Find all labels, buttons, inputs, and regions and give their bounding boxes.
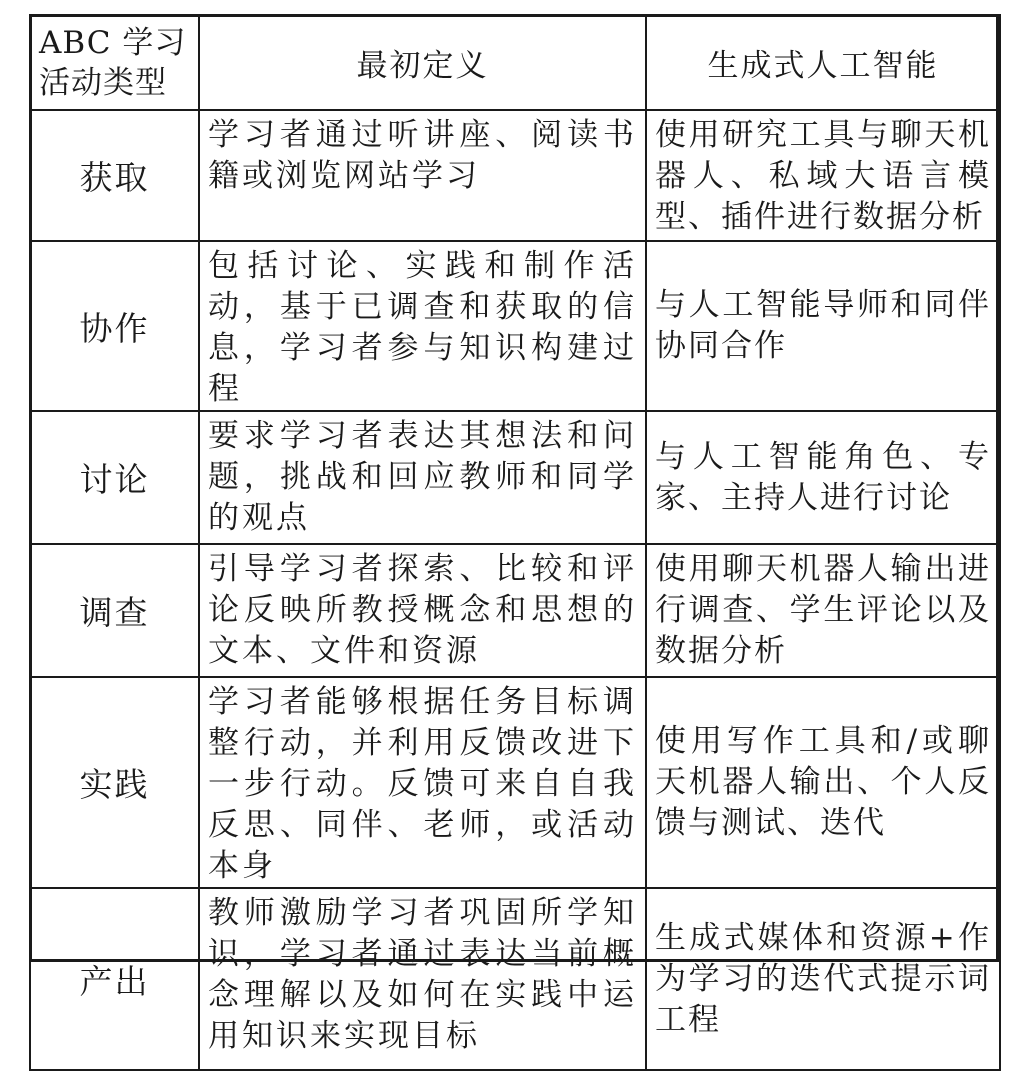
row-type: 讨论 (30, 411, 199, 544)
row-definition: 学习者通过听讲座、阅读书籍或浏览网站学习 (199, 110, 646, 241)
header-genai: 生成式人工智能 (646, 15, 1000, 110)
row-type: 调查 (30, 544, 199, 677)
table-outer-border (29, 14, 999, 962)
row-type: 获取 (30, 110, 199, 241)
header-type-line1: ABC 学习 (39, 24, 187, 61)
row-genai: 生成式媒体和资源+作为学习的迭代式提示词工程 (646, 888, 1000, 1070)
header-type-line2: 活动类型 (39, 64, 167, 101)
row-type: 产出 (30, 888, 199, 1070)
row-genai: 与人工智能导师和同伴协同合作 (646, 241, 1000, 411)
row-genai: 使用聊天机器人输出进行调查、学生评论以及数据分析 (646, 544, 1000, 677)
row-definition: 包括讨论、实践和制作活动，基于已调查和获取的信息，学习者参与知识构建过程 (199, 241, 646, 411)
row-genai: 与人工智能角色、专家、主持人进行讨论 (646, 411, 1000, 544)
header-definition: 最初定义 (199, 15, 646, 110)
row-genai: 使用研究工具与聊天机器人、私域大语言模型、插件进行数据分析 (646, 110, 1000, 241)
row-definition: 要求学习者表达其想法和问题，挑战和回应教师和同学的观点 (199, 411, 646, 544)
row-type: 协作 (30, 241, 199, 411)
row-type: 实践 (30, 677, 199, 888)
row-definition: 学习者能够根据任务目标调整行动，并利用反馈改进下一步行动。反馈可来自自我反思、同伴、老师，或活动本身 (199, 677, 646, 888)
row-genai: 使用写作工具和/或聊天机器人输出、个人反馈与测试、迭代 (646, 677, 1000, 888)
row-definition: 引导学习者探索、比较和评论反映所教授概念和思想的文本、文件和资源 (199, 544, 646, 677)
row-definition: 教师激励学习者巩固所学知识，学习者通过表达当前概念理解以及如何在实践中运用知识来实现目标 (199, 888, 646, 1070)
